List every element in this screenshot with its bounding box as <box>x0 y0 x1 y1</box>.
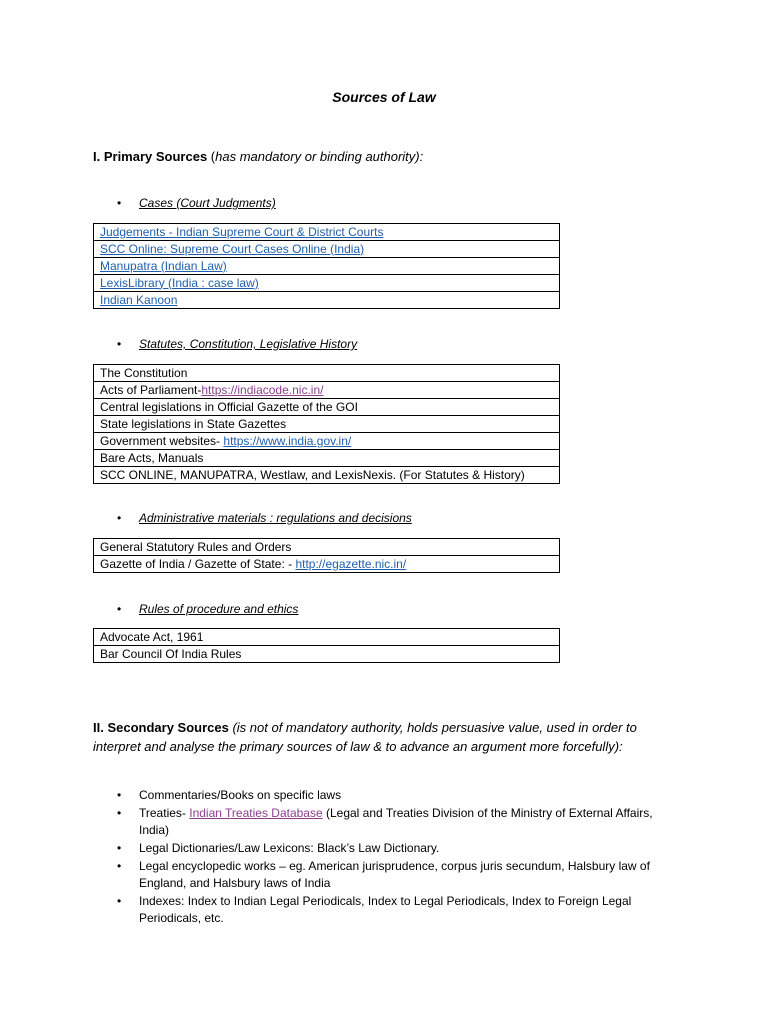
link-manupatra[interactable]: Manupatra (Indian Law) <box>100 258 227 273</box>
table-row <box>94 241 560 258</box>
secondary-sources-list <box>117 787 677 928</box>
list-item <box>117 840 677 857</box>
row-text: Acts of Parliament- <box>100 382 202 397</box>
link-india-gov[interactable]: https://www.india.gov.in/ <box>223 433 352 448</box>
table-cell <box>94 382 560 399</box>
bullet-icon: • <box>117 841 122 855</box>
section-label-text: Rules of procedure and ethics <box>139 602 299 616</box>
link-lexislibrary[interactable]: LexisLibrary (India : case law) <box>100 275 259 290</box>
bullet-icon: • <box>117 806 122 820</box>
section-label-rules <box>117 602 298 616</box>
row-text: Advocate Act, 1961 <box>100 629 204 644</box>
list-item-text: Treaties- <box>139 806 190 820</box>
list-item-text: Legal encyclopedic works – eg. American jurisprudence, corpus juris secundum, Halsbury law of England, and Halsbury laws of India <box>139 859 650 890</box>
primary-heading-bold: I. Primary Sources <box>93 149 208 164</box>
table-row <box>94 275 560 292</box>
bullet-icon: • <box>117 894 122 908</box>
table-row <box>94 539 560 556</box>
table-cell <box>94 450 560 467</box>
table-row <box>94 258 560 275</box>
row-text: Bare Acts, Manuals <box>100 450 204 465</box>
link-indian-kanoon[interactable]: Indian Kanoon <box>100 292 178 307</box>
table-cell <box>94 292 560 309</box>
table-cell <box>94 629 560 646</box>
section-label-administrative <box>117 511 412 525</box>
primary-heading-italic: has mandatory or binding authority): <box>215 149 424 164</box>
row-text: State legislations in State Gazettes <box>100 416 287 431</box>
link-indian-treaties-database[interactable]: Indian Treaties Database <box>189 806 323 820</box>
table-cell <box>94 258 560 275</box>
bullet-icon: • <box>117 196 122 210</box>
page-title: Sources of Law <box>332 89 436 105</box>
list-item <box>117 787 677 804</box>
administrative-table <box>93 538 560 573</box>
table-row <box>94 292 560 309</box>
table-row <box>94 433 560 450</box>
table-cell <box>94 646 560 663</box>
table-row <box>94 556 560 573</box>
link-scc-online[interactable]: SCC Online: Supreme Court Cases Online (India) <box>100 241 365 256</box>
table-cell <box>94 556 560 573</box>
section-label-text: Statutes, Constitution, Legislative History <box>139 337 358 351</box>
list-item-text: Indexes: Index to Indian Legal Periodicals, Index to Legal Periodicals, Index to Foreign Legal Periodicals, etc. <box>139 894 632 925</box>
list-item-text: Commentaries/Books on specific laws <box>139 788 342 802</box>
section-label-text: Cases (Court Judgments) <box>139 196 276 210</box>
list-item <box>117 893 677 927</box>
section-label-cases <box>117 196 276 210</box>
table-cell <box>94 433 560 450</box>
list-item-text: (Legal and Treaties Division of the Ministry of External Affairs, India) <box>139 806 653 837</box>
list-item-text: Legal Dictionaries/Law Lexicons: Black’s Law Dictionary. <box>139 841 440 855</box>
table-cell <box>94 241 560 258</box>
bullet-icon: • <box>117 337 122 351</box>
section-label-text: Administrative materials : regulations and decisions <box>139 511 412 525</box>
bullet-icon: • <box>117 511 122 525</box>
section-label-statutes <box>117 337 357 351</box>
table-row <box>94 365 560 382</box>
table-row <box>94 224 560 241</box>
table-cell <box>94 224 560 241</box>
table-cell <box>94 467 560 484</box>
table-cell <box>94 399 560 416</box>
table-row <box>94 399 560 416</box>
table-row <box>94 450 560 467</box>
rules-table <box>93 628 560 663</box>
table-row <box>94 416 560 433</box>
table-row <box>94 467 560 484</box>
link-indiacode[interactable]: https://indiacode.nic.in/ <box>201 382 324 397</box>
row-text: SCC ONLINE, MANUPATRA, Westlaw, and LexisNexis. (For Statutes & History) <box>100 467 525 482</box>
secondary-heading-italic: (is not of mandatory authority, holds persuasive value, used in order to interpret and analyse the primary sources of law & to advance an argument more forcefully): <box>93 720 637 754</box>
primary-sources-heading <box>93 149 423 164</box>
bullet-icon: • <box>117 859 122 873</box>
secondary-sources-heading <box>93 718 683 756</box>
row-text: General Statutory Rules and Orders <box>100 539 292 554</box>
row-text: Bar Council Of India Rules <box>100 646 242 661</box>
table-row <box>94 629 560 646</box>
bullet-icon: • <box>117 788 122 802</box>
primary-heading-open: ( <box>207 149 216 164</box>
table-cell <box>94 539 560 556</box>
link-judgements[interactable]: Judgements - Indian Supreme Court & District Courts <box>100 224 384 239</box>
row-text: The Constitution <box>100 365 188 380</box>
table-row <box>94 646 560 663</box>
row-text: Central legislations in Official Gazette of the GOI <box>100 399 358 414</box>
bullet-icon: • <box>117 602 122 616</box>
statutes-table <box>93 364 560 484</box>
table-cell <box>94 275 560 292</box>
row-text: Gazette of India / Gazette of State: - <box>100 556 296 571</box>
table-cell <box>94 416 560 433</box>
table-row <box>94 382 560 399</box>
table-cell <box>94 365 560 382</box>
list-item <box>117 858 677 892</box>
list-item <box>117 805 677 839</box>
row-text: Government websites- <box>100 433 224 448</box>
secondary-heading-bold: II. Secondary Sources <box>93 720 229 735</box>
cases-table <box>93 223 560 309</box>
link-egazette[interactable]: http://egazette.nic.in/ <box>295 556 407 571</box>
